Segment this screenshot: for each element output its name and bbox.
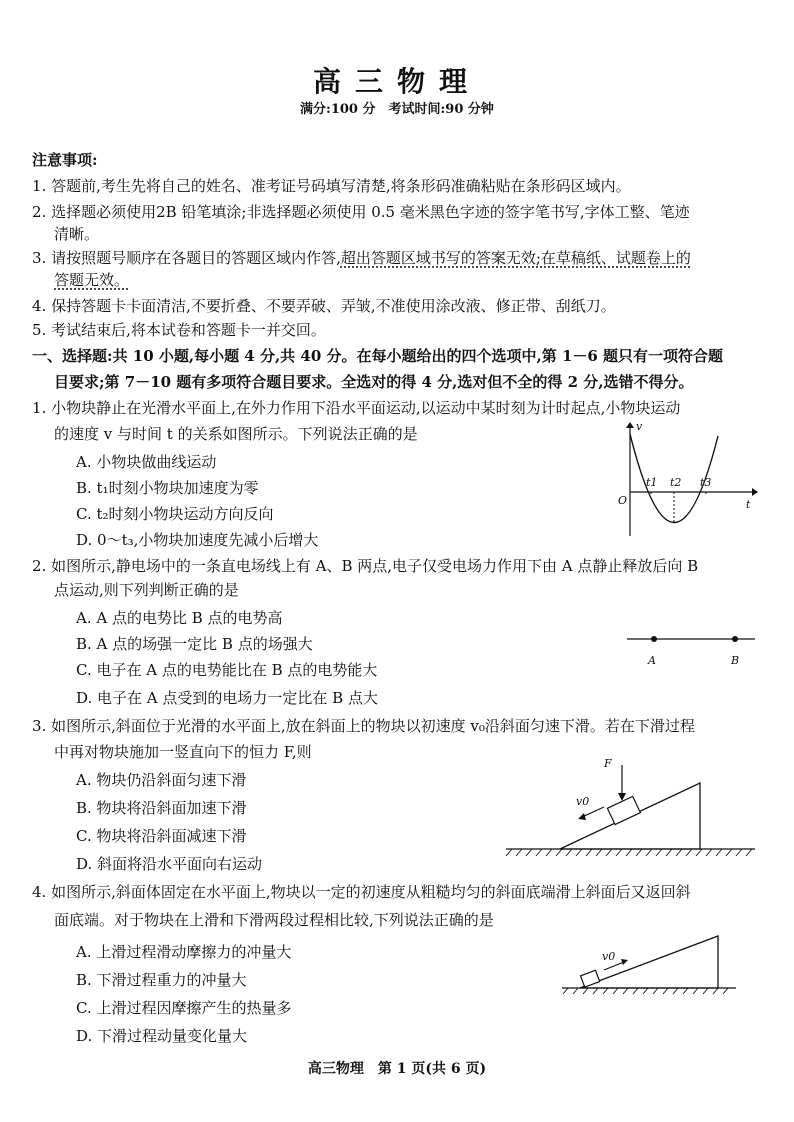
t3-label: t3: [700, 476, 712, 489]
q1-vt-graph: [610, 420, 760, 540]
q3-option-d: D. 斜面将沿水平面向右运动: [76, 855, 263, 873]
notice-item: 5. 考试结束后,将本试卷和答题卡一并交回。: [32, 321, 326, 339]
v-axis-arrow: [626, 422, 634, 428]
q1-stem: 1. 小物块静止在光滑水平面上,在外力作用下沿水平面运动,以运动中某时刻为计时起点,小物块运动: [32, 399, 681, 417]
block: [581, 970, 600, 987]
v0-arrowhead: [621, 959, 628, 965]
ground-hatch: [506, 849, 752, 856]
v0-label: v0: [576, 795, 590, 808]
q4-stem-cont: 面底端。对于物块在上滑和下滑两段过程相比较,下列说法正确的是: [54, 911, 494, 929]
notice-item-emphasis: 超出答题区域书写的答案无效;在草稿纸、试题卷上的: [340, 249, 691, 267]
q2-option-b: B. A 点的场强一定比 B 点的场强大: [76, 635, 313, 653]
notice-item: 4. 保持答题卡卡面清洁,不要折叠、不要弄破、弄皱,不准使用涂改液、修正带、刮纸刀。: [32, 297, 616, 315]
point-b: [732, 636, 738, 642]
q1-option-d: D. 0～t₃,小物块加速度先减小后增大: [76, 531, 319, 549]
q4-option-c: C. 上滑过程因摩擦产生的热量多: [76, 999, 292, 1017]
origin-label: O: [618, 494, 628, 507]
point-b-label: B: [731, 654, 740, 667]
q3-incline-figure: [500, 745, 760, 860]
page-title: 高三物理: [312, 65, 481, 98]
page-footer: 高三物理 第 1 页(共 6 页): [307, 1061, 487, 1077]
q1-stem-cont: 的速度 v 与时间 t 的关系如图所示。下列说法正确的是: [54, 425, 418, 443]
section-heading: 一、选择题:共 10 小题,每小题 4 分,共 40 分。在每小题给出的四个选项中,第 1－6 题只有一项符合题: [32, 347, 724, 365]
v0-arrowhead: [578, 813, 586, 820]
point-a-label: A: [648, 654, 656, 667]
v0-arrow: [604, 962, 624, 970]
q3-stem-cont: 中再对物块施加一竖直向下的恒力 F,则: [54, 743, 312, 761]
block: [607, 796, 640, 824]
q4-incline-figure: [560, 930, 740, 1000]
q3-option-c: C. 物块将沿斜面减速下滑: [76, 827, 247, 845]
exam-info: 满分:100 分 考试时间:90 分钟: [300, 102, 494, 117]
q1-option-b: B. t₁时刻小物块加速度为零: [76, 479, 259, 497]
q4-option-d: D. 下滑过程动量变化量大: [76, 1027, 248, 1045]
t-label: t: [746, 498, 751, 511]
ground-hatch: [563, 988, 728, 994]
q2-option-d: D. 电子在 A 点受到的电场力一定比在 B 点大: [76, 689, 378, 707]
notice-item: [32, 248, 691, 268]
q1-option-c: C. t₂时刻小物块运动方向反向: [76, 505, 274, 523]
force-f-label: F: [604, 757, 612, 770]
v0-arrow: [582, 807, 604, 817]
q3-option-b: B. 物块将沿斜面加速下滑: [76, 799, 247, 817]
q3-option-a: A. 物块仍沿斜面匀速下滑: [76, 771, 247, 789]
q2-option-c: C. 电子在 A 点的电势能比在 B 点的电势能大: [76, 661, 378, 679]
q4-option-b: B. 下滑过程重力的冲量大: [76, 971, 247, 989]
v-label: v: [636, 420, 643, 433]
v0-label: v0: [602, 950, 616, 963]
point-a: [651, 636, 657, 642]
notice-item: 1. 答题前,考生先将自己的姓名、准考证号码填写清楚,将条形码准确粘贴在条形码区域内。: [32, 177, 631, 195]
notice-item: 2. 选择题必须使用2B 铅笔填涂;非选择题必须使用 0.5 毫米黑色字迹的签字笔书写,字体工整、笔迹: [32, 203, 690, 221]
t1-label: t1: [646, 476, 658, 489]
q2-stem-cont: 点运动,则下列判断正确的是: [54, 581, 239, 599]
q4-option-a: A. 上滑过程滑动摩擦力的冲量大: [76, 943, 292, 961]
section-heading-cont: 目要求;第 7－10 题有多项符合题目要求。全选对的得 4 分,选对但不全的得 2 分,选错不得分。: [54, 373, 694, 391]
q2-option-a: A. A 点的电势比 B 点的电势高: [76, 609, 283, 627]
q2-field-line: [625, 628, 760, 670]
notice-item-cont: 清晰。: [54, 225, 100, 243]
q4-stem: 4. 如图所示,斜面体固定在水平面上,物块以一定的初速度从粗糙均匀的斜面底端滑上斜面后又返回斜: [32, 883, 691, 901]
notice-item-cont: 答题无效。: [54, 271, 130, 289]
t2-label: t2: [670, 476, 682, 489]
notice-item-part: 3. 请按照题号顺序在各题目的答题区域内作答,: [32, 249, 341, 267]
incline-wedge: [580, 936, 718, 988]
q3-stem: 3. 如图所示,斜面位于光滑的水平面上,放在斜面上的物块以初速度 v₀沿斜面匀速下滑。若在下滑过程: [32, 717, 695, 735]
q2-stem: 2. 如图所示,静电场中的一条直电场线上有 A、B 两点,电子仅受电场力作用下由 A 点静止释放后向 B: [32, 557, 699, 575]
t-axis-arrow: [752, 488, 758, 496]
notice-heading: 注意事项:: [32, 151, 98, 169]
q1-option-a: A. 小物块做曲线运动: [76, 453, 217, 471]
